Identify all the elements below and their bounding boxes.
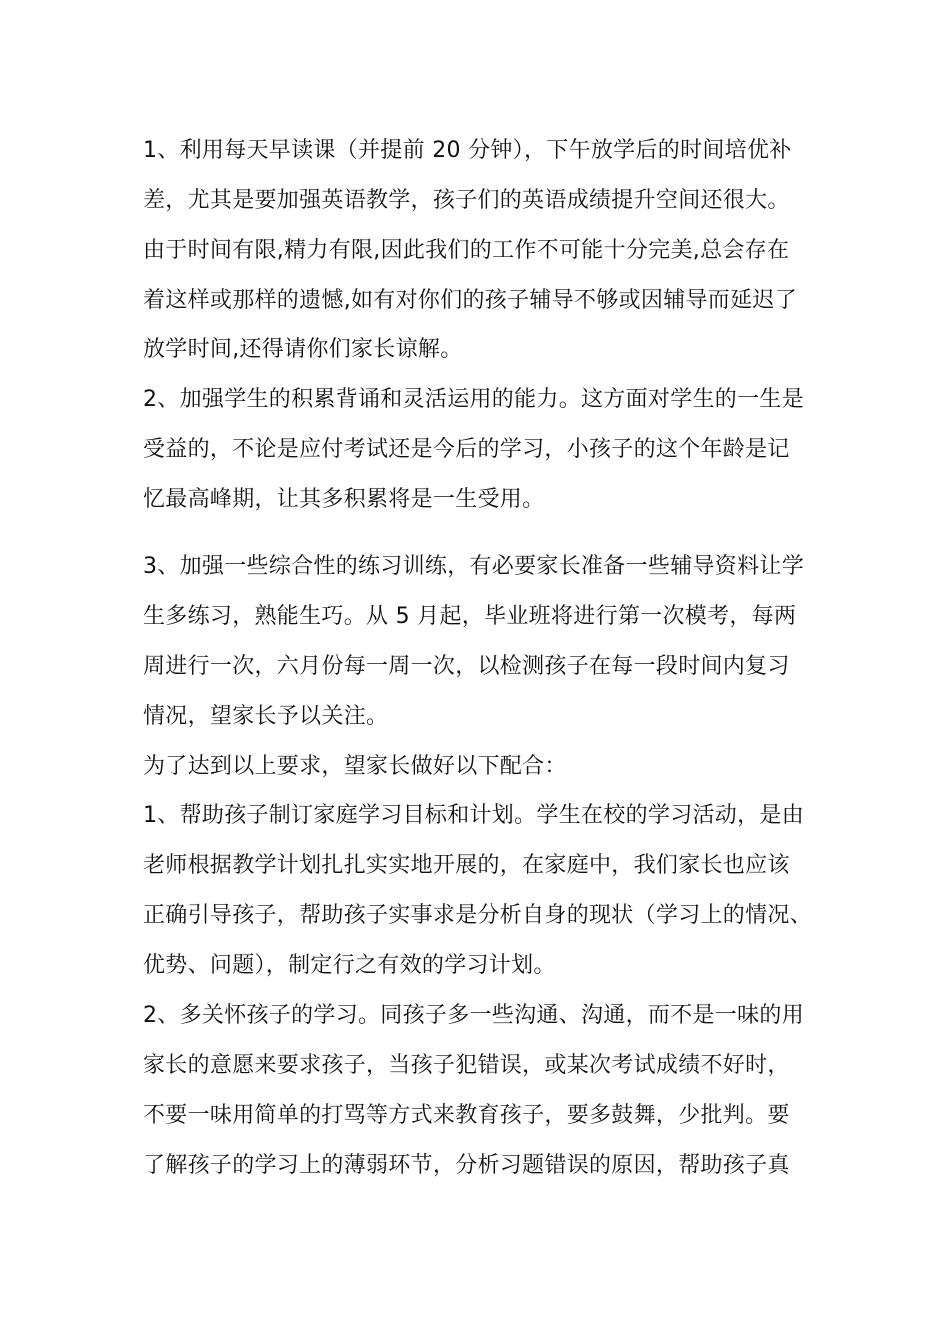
text-line: 放学时间,还得请你们家长谅解。 xyxy=(143,337,463,362)
text-line: 了解孩子的学习上的薄弱环节，分析习题错误的原因，帮助孩子真 xyxy=(143,1153,790,1178)
text-line: 差，尤其是要加强英语教学，孩子们的英语成绩提升空间还很大。 xyxy=(143,188,790,213)
text-line: 1、帮助孩子制订家庭学习目标和计划。学生在校的学习活动，是由 xyxy=(143,803,804,828)
text-line: 受益的，不论是应付考试还是今后的学习，小孩子的这个年龄是记 xyxy=(143,437,790,462)
text-line: 生多练习，熟能生巧。从 5 月起，毕业班将进行第一次模考，每两 xyxy=(143,604,797,629)
text-line: 周进行一次，六月份每一周一次，以检测孩子在每一段时间内复习 xyxy=(143,654,790,679)
text-line: 2、多关怀孩子的学习。同孩子多一些沟通、沟通，而不是一味的用 xyxy=(143,1003,804,1028)
text-line: 情况，望家长予以关注。 xyxy=(143,704,389,729)
text-line: 3、加强一些综合性的练习训练，有必要家长准备一些辅导资料让学 xyxy=(143,554,804,579)
text-line: 2、加强学生的积累背诵和灵活运用的能力。这方面对学生的一生是 xyxy=(143,387,804,412)
text-line: 为了达到以上要求，望家长做好以下配合： xyxy=(143,754,567,779)
text-line: 不要一味用简单的打骂等方式来教育孩子，要多鼓舞，少批判。要 xyxy=(143,1103,790,1128)
text-line: 正确引导孩子，帮助孩子实事求是分析自身的现状（学习上的情况、 xyxy=(143,903,813,928)
text-line: 老师根据教学计划扎扎实实地开展的，在家庭中，我们家长也应该 xyxy=(143,853,790,878)
text-line: 忆最高峰期，让其多积累将是一生受用。 xyxy=(143,487,545,512)
text-line: 着这样或那样的遗憾,如有对你们的孩子辅导不够或因辅导而延迟了 xyxy=(143,288,797,313)
text-line: 家长的意愿来要求孩子，当孩子犯错误，或某次考试成绩不好时， xyxy=(143,1053,790,1078)
text-line: 由于时间有限,精力有限,因此我们的工作不可能十分完美,总会存在 xyxy=(143,238,790,263)
text-line: 优势、问题），制定行之有效的学习计划。 xyxy=(143,953,556,978)
text-line: 1、利用每天早读课（并提前 20 分钟），下午放学后的时间培优补 xyxy=(143,138,792,163)
